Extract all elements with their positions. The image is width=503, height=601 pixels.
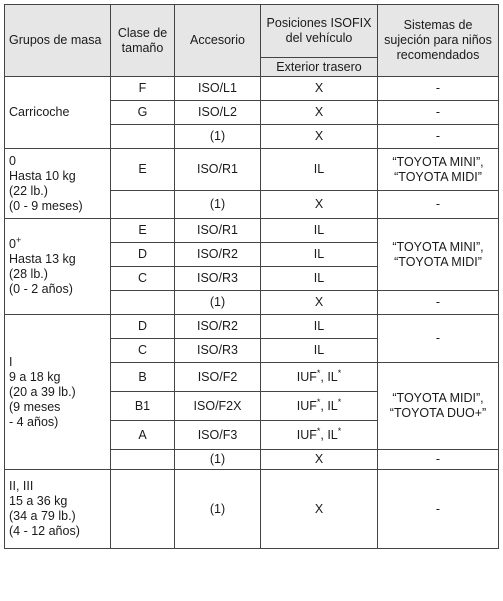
mass-group-line: 15 a 36 kg: [9, 494, 68, 508]
accessory-cell: (1): [175, 291, 261, 315]
mass-group-line: (22 lb.): [9, 183, 48, 198]
recommended-system-cell: -: [378, 77, 499, 101]
mass-group-line: Hasta 10 kg: [9, 168, 76, 183]
recommended-system-cell: “TOYOTA MIDI”, “TOYOTA DUO+”: [378, 363, 499, 450]
mass-group-line: (0 - 2 años): [9, 281, 73, 296]
mass-group-line: 0+: [9, 234, 22, 251]
isofix-position-cell: IL: [261, 149, 378, 191]
accessory-cell: ISO/R3: [175, 267, 261, 291]
mass-group-line: I: [9, 354, 13, 369]
mass-group-line: Carricoche: [9, 105, 70, 119]
isofix-position-cell: IL: [261, 219, 378, 243]
mass-group-label: [5, 470, 111, 549]
table-row: [5, 470, 499, 549]
mass-group-line: (9 meses: [9, 399, 61, 414]
isofix-position-cell: IUF*, IL*: [261, 363, 378, 392]
isofix-position-cell: X: [261, 191, 378, 219]
size-class-cell: E: [111, 219, 175, 243]
accessory-cell: ISO/R1: [175, 149, 261, 191]
accessory-cell: (1): [175, 191, 261, 219]
accessory-cell: (1): [175, 470, 261, 549]
isofix-position-cell: X: [261, 450, 378, 470]
mass-group-line: (4 - 12 años): [9, 524, 80, 538]
accessory-cell: ISO/R2: [175, 243, 261, 267]
size-class-cell: [111, 450, 175, 470]
recommended-system-cell: -: [378, 315, 499, 363]
recommended-system-cell: -: [378, 291, 499, 315]
isofix-position-cell: IUF*, IL*: [261, 421, 378, 450]
mass-group-label: [5, 315, 111, 470]
size-class-cell: D: [111, 243, 175, 267]
header-recommended-systems: Sistemas de sujeción para niños recomendados: [378, 5, 499, 77]
isofix-compatibility-table: [4, 4, 499, 549]
header-isofix-positions: Posiciones ISOFIX del vehículo: [261, 5, 378, 58]
mass-group-label: [5, 149, 111, 219]
header-rear-outer: Exterior trasero: [261, 58, 378, 77]
accessory-cell: ISO/F2: [175, 363, 261, 392]
isofix-position-cell: X: [261, 125, 378, 149]
mass-group-line: 0: [9, 153, 16, 168]
mass-group-line: (20 a 39 lb.): [9, 384, 76, 399]
size-class-cell: D: [111, 315, 175, 339]
header-accessory: Accesorio: [175, 5, 261, 77]
size-class-cell: [111, 291, 175, 315]
size-class-cell: G: [111, 101, 175, 125]
accessory-cell: ISO/L1: [175, 77, 261, 101]
header-mass-groups: Grupos de masa: [5, 5, 111, 77]
table-row: [5, 315, 499, 339]
isofix-position-cell: IL: [261, 315, 378, 339]
mass-group-line: (0 - 9 meses): [9, 198, 83, 213]
size-class-cell: [111, 191, 175, 219]
accessory-cell: (1): [175, 450, 261, 470]
mass-group-line: 9 a 18 kg: [9, 369, 61, 384]
isofix-position-cell: IL: [261, 267, 378, 291]
isofix-position-cell: X: [261, 470, 378, 549]
size-class-cell: B: [111, 363, 175, 392]
isofix-position-cell: X: [261, 101, 378, 125]
mass-group-line: (34 a 79 lb.): [9, 509, 76, 523]
recommended-system-cell: “TOYOTA MINI”, “TOYOTA MIDI”: [378, 219, 499, 291]
accessory-cell: ISO/F3: [175, 421, 261, 450]
recommended-system-cell: -: [378, 191, 499, 219]
accessory-cell: (1): [175, 125, 261, 149]
recommended-system-cell: -: [378, 450, 499, 470]
size-class-cell: [111, 125, 175, 149]
table-row: [5, 219, 499, 243]
size-class-cell: E: [111, 149, 175, 191]
isofix-position-cell: IL: [261, 243, 378, 267]
mass-group-line: (28 lb.): [9, 266, 48, 281]
mass-group-label: [5, 219, 111, 315]
table-row: [5, 149, 499, 191]
mass-group-label: [5, 77, 111, 149]
size-class-cell: C: [111, 267, 175, 291]
isofix-position-cell: IUF*, IL*: [261, 392, 378, 421]
recommended-system-cell: -: [378, 101, 499, 125]
isofix-position-cell: X: [261, 291, 378, 315]
recommended-system-cell: -: [378, 470, 499, 549]
accessory-cell: ISO/R2: [175, 315, 261, 339]
mass-group-line: - 4 años): [9, 414, 59, 429]
size-class-cell: A: [111, 421, 175, 450]
isofix-position-cell: X: [261, 77, 378, 101]
recommended-system-cell: “TOYOTA MINI”, “TOYOTA MIDI”: [378, 149, 499, 191]
accessory-cell: ISO/F2X: [175, 392, 261, 421]
isofix-position-cell: IL: [261, 339, 378, 363]
mass-group-line: II, III: [9, 479, 34, 493]
recommended-system-cell: -: [378, 125, 499, 149]
size-class-cell: F: [111, 77, 175, 101]
mass-group-line: Hasta 13 kg: [9, 251, 76, 266]
size-class-cell: C: [111, 339, 175, 363]
accessory-cell: ISO/R3: [175, 339, 261, 363]
table-row: [5, 77, 499, 101]
size-class-cell: B1: [111, 392, 175, 421]
size-class-cell: [111, 470, 175, 549]
accessory-cell: ISO/L2: [175, 101, 261, 125]
accessory-cell: ISO/R1: [175, 219, 261, 243]
header-size-class: Clase de tamaño: [111, 5, 175, 77]
